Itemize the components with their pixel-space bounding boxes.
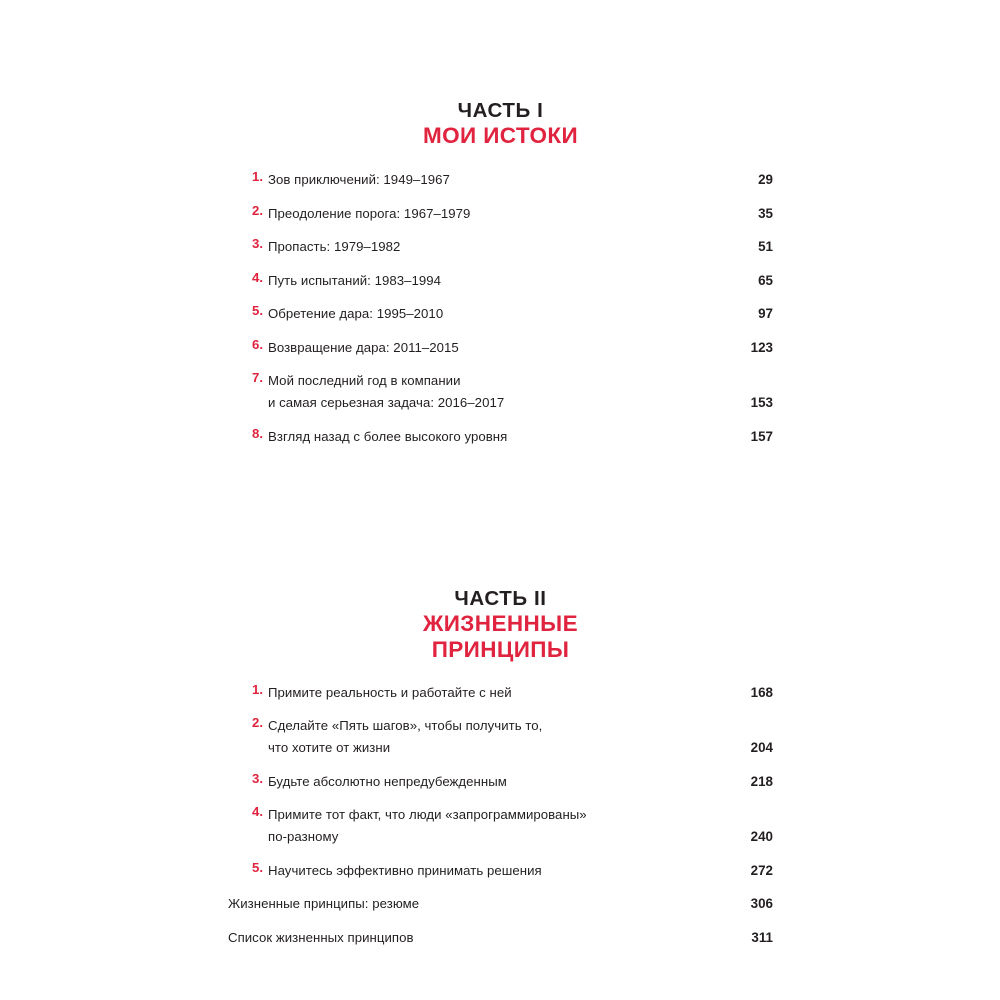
- toc-entry-title-line: Сделайте «Пять шагов», чтобы получить то,: [268, 718, 543, 733]
- toc-entry-number: 3.: [252, 236, 263, 251]
- toc-entry-title: [268, 169, 719, 191]
- part-block: [228, 586, 773, 949]
- toc-entry-number: 5.: [252, 859, 263, 875]
- part-label: ЧАСТЬ II: [454, 586, 547, 610]
- toc-entry-number: 7.: [252, 370, 263, 385]
- toc-entry-title: [268, 715, 719, 759]
- toc-entry-number: 1.: [252, 681, 263, 697]
- toc-entry[interactable]: [228, 337, 773, 359]
- toc-entry-title-line: по-разному: [268, 829, 339, 844]
- toc-entry-page-number: 168: [750, 684, 773, 700]
- toc-entry-title-line: Преодоление порога: 1967–1979: [268, 205, 471, 221]
- part-label: ЧАСТЬ I: [457, 99, 544, 122]
- toc-entry-number: 8.: [252, 425, 263, 441]
- toc-entry-number: 2.: [252, 715, 263, 730]
- toc-entry-title-line: Будьте абсолютно непредубежденным: [268, 773, 507, 789]
- toc-entry-title-line: Пропасть: 1979–1982: [268, 239, 401, 254]
- toc-entry[interactable]: [228, 203, 773, 225]
- toc-entry-list: [228, 169, 773, 448]
- part-block: [228, 98, 773, 448]
- toc-entry-title-line: Обретение дара: 1995–2010: [268, 306, 444, 321]
- toc-entry-title: [268, 337, 719, 359]
- toc-entry-page-number: 218: [750, 773, 773, 789]
- toc-entry-page-number: 65: [758, 272, 773, 288]
- toc-entry-list: [228, 682, 773, 949]
- toc-entry[interactable]: [228, 927, 773, 949]
- toc-entry-title: [268, 426, 719, 448]
- toc-entry-title-line: Возвращение дара: 2011–2015: [268, 339, 459, 355]
- toc-entry[interactable]: [228, 682, 773, 704]
- toc-entry[interactable]: [228, 236, 773, 258]
- toc-entry-number: 2.: [252, 202, 263, 218]
- toc-entry[interactable]: [228, 804, 773, 848]
- toc-entry-page-number: 157: [750, 428, 773, 444]
- toc-entry-title: [268, 370, 719, 414]
- toc-entry-number: 4.: [252, 269, 263, 285]
- toc-entry[interactable]: [228, 860, 773, 882]
- toc-entry-page-number: 123: [750, 339, 773, 355]
- toc-entry-page-number: 306: [750, 896, 773, 911]
- part-heading: [228, 586, 773, 663]
- toc-entry[interactable]: [228, 303, 773, 325]
- toc-entry-title-line: Научитесь эффективно принимать решения: [268, 862, 542, 878]
- toc-entry-title-line: Примите реальность и работайте с ней: [268, 684, 512, 700]
- toc-entry-title-line: и самая серьезная задача: 2016–2017: [268, 395, 505, 410]
- toc-entry-title: [268, 303, 719, 325]
- toc-entry-title-line: Примите тот факт, что люди «запрограммированы»: [268, 807, 587, 822]
- toc-entry[interactable]: [228, 426, 773, 448]
- toc-entry[interactable]: [228, 893, 773, 915]
- toc-entry-number: 3.: [252, 770, 263, 786]
- toc-entry-title: [268, 804, 719, 848]
- toc-entry-title-line: Зов приключений: 1949–1967: [268, 172, 450, 187]
- toc-entry-title: [268, 771, 719, 793]
- toc-entry-page-number: 35: [758, 205, 773, 221]
- toc-entry[interactable]: [228, 370, 773, 414]
- toc-entry-title: [268, 682, 719, 704]
- toc-entry-title: [268, 860, 719, 882]
- toc-entry-number: 4.: [252, 804, 263, 819]
- toc-entry[interactable]: [228, 771, 773, 793]
- toc-entry-number: 6.: [252, 336, 263, 352]
- toc-entry-page-number: 29: [758, 172, 773, 187]
- part-heading: [228, 98, 773, 149]
- toc-entry-title-line: Взгляд назад с более высокого уровня: [268, 428, 508, 444]
- toc-entry-title: [228, 893, 719, 915]
- toc-entry-title: [268, 203, 719, 225]
- toc-entry-page-number: 240: [750, 829, 773, 844]
- toc-entry-page-number: 153: [750, 395, 773, 410]
- toc-entry[interactable]: [228, 169, 773, 191]
- toc-entry-title: [268, 270, 719, 292]
- toc-entry-title-line: Список жизненных принципов: [228, 929, 414, 945]
- toc-entry-title-line: что хотите от жизни: [268, 740, 391, 755]
- toc-entry-page-number: 51: [758, 239, 773, 254]
- toc-entry-page-number: 204: [750, 740, 773, 755]
- toc-entry-title: [228, 927, 719, 949]
- toc-entry-title: [268, 236, 719, 258]
- table-of-contents: [228, 98, 773, 960]
- toc-entry-title-line: Путь испытаний: 1983–1994: [268, 272, 442, 288]
- part-title-line: ЖИЗНЕННЫЕ: [423, 610, 578, 636]
- toc-entry[interactable]: [228, 715, 773, 759]
- toc-entry[interactable]: [228, 270, 773, 292]
- toc-entry-number: 5.: [252, 303, 263, 318]
- part-title-line: ПРИНЦИПЫ: [431, 636, 570, 662]
- toc-entry-number: 1.: [252, 169, 263, 184]
- toc-entry-title-line: Мой последний год в компании: [268, 373, 461, 388]
- toc-entry-page-number: 311: [751, 929, 773, 945]
- toc-entry-page-number: 272: [750, 862, 773, 878]
- part-title-line: МОИ ИСТОКИ: [422, 123, 579, 148]
- toc-entry-page-number: 97: [758, 306, 773, 321]
- toc-entry-title-line: Жизненные принципы: резюме: [228, 896, 420, 911]
